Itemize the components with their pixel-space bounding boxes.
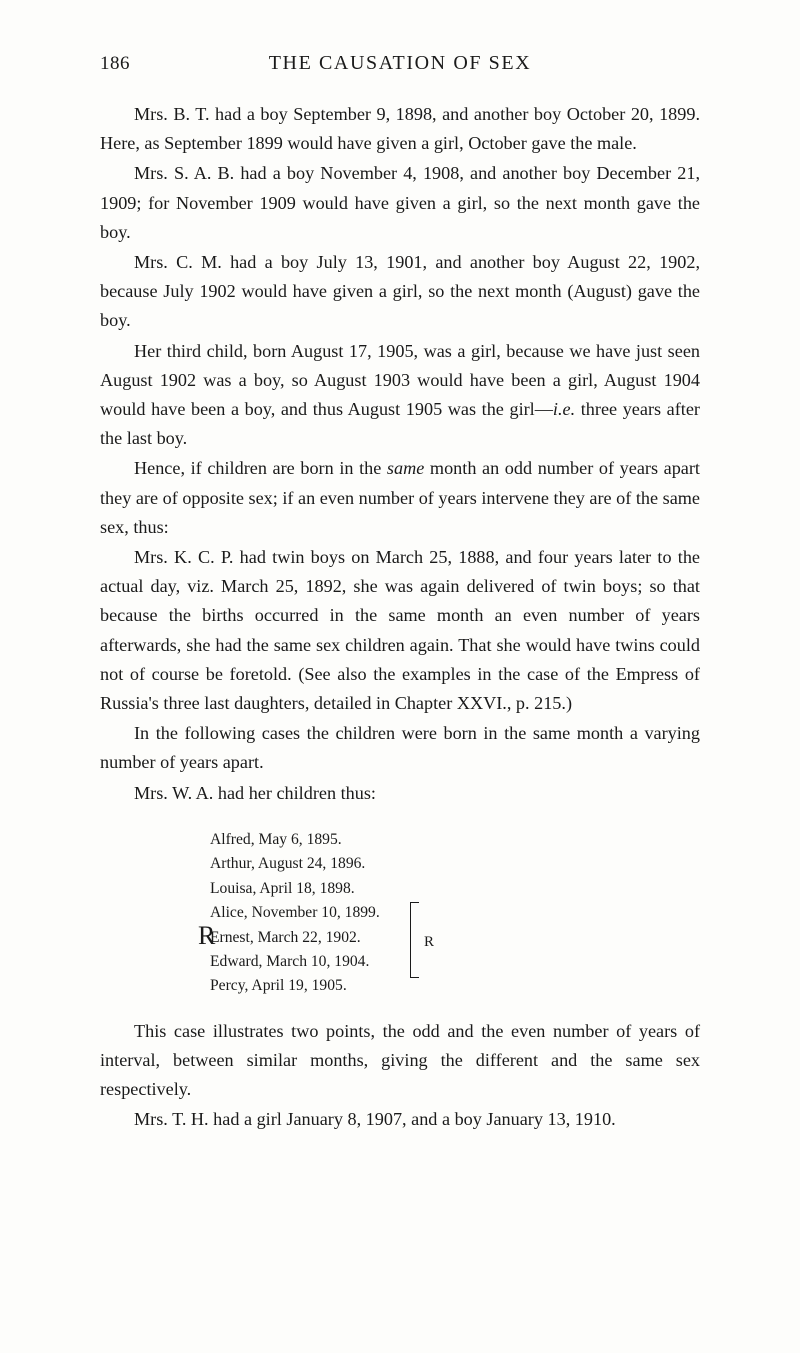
paragraph-1: Mrs. B. T. had a boy September 9, 1898, and another boy October 20, 1899. Here, as September 1899 would have given a girl, October gave the male. — [100, 104, 700, 154]
list-item: Alice, November 10, 1899. — [210, 904, 380, 922]
brace-top-line — [410, 902, 419, 903]
left-brace-label: R — [198, 920, 216, 950]
page-body — [100, 100, 700, 1136]
list-item: Percy, April 19, 1905. — [210, 977, 347, 995]
paragraph-3: Mrs. C. M. had a boy July 13, 1901, and another boy August 22, 1902, because July 1902 would have given a girl, so the next month (August) gave the boy. — [100, 252, 700, 331]
paragraph-4 — [100, 337, 700, 454]
list-item: Louisa, April 18, 1898. — [210, 879, 355, 897]
paragraph-6: Mrs. K. C. P. had twin boys on March 25, 1888, and four years later to the actual day, viz. March 25, 1892, she was again delivered of twin boys; so that because the births occurred in the same month an even number of years afterwards, she had the same sex children again. That she would have twins could not of course be foretold. (See also the examples in the case of the Empress of Russia's three last daughters, detailed in Chapter XXVI., p. 215.) — [100, 547, 700, 714]
paragraph-5-text: Hence, if children are born in the same month an odd number of years apart they are of opposite sex; if an even number of years intervene they are of the same sex, thus: — [100, 458, 700, 537]
running-title: THE CAUSATION OF SEX — [268, 52, 532, 74]
paragraph-7: In the following cases the children were born in the same month a varying number of years apart. — [100, 723, 700, 773]
paragraph-2: Mrs. S. A. B. had a boy November 4, 1908, and another boy December 21, 1909; for November 1909 would have given a girl, so the next month gave the boy. — [100, 163, 700, 242]
brace-vertical-line — [410, 902, 411, 978]
list-item: Arthur, August 24, 1896. — [210, 855, 366, 873]
group-brace — [400, 902, 440, 978]
closing-paragraph-1: This case illustrates two points, the odd and the even number of years of interval, between similar months, giving the different and the same sex respectively. — [100, 1020, 700, 1100]
paragraph-5 — [100, 454, 700, 542]
list-item: Alfred, May 6, 1895. — [210, 830, 342, 848]
closing-paragraph-2: Mrs. T. H. had a girl January 8, 1907, and a boy January 13, 1910. — [134, 1109, 616, 1130]
list-item: Edward, March 10, 1904. — [210, 952, 370, 970]
paragraph-4-tail: three years after the last boy. — [100, 399, 700, 449]
braced-group — [198, 920, 700, 975]
list-item: Ernest, March 22, 1902. — [210, 928, 361, 946]
paragraph-4-italic: i.e. — [552, 399, 576, 420]
paragraph-8: Mrs. W. A. had her children thus: — [134, 782, 376, 803]
paragraph-4-text: Her third child, born August 17, 1905, was a girl, because we have just seen August 1902 was a boy, so August 1903 would have been a girl, August 1904 would have been a boy, and thus August 1905 was the girl— — [100, 340, 700, 420]
page-number: 186 — [100, 53, 130, 74]
page-header — [100, 52, 700, 75]
children-list — [100, 828, 700, 999]
brace-label: R — [424, 933, 435, 950]
paragraph-5-italic: same — [386, 458, 425, 479]
brace-bottom-line — [410, 977, 419, 978]
